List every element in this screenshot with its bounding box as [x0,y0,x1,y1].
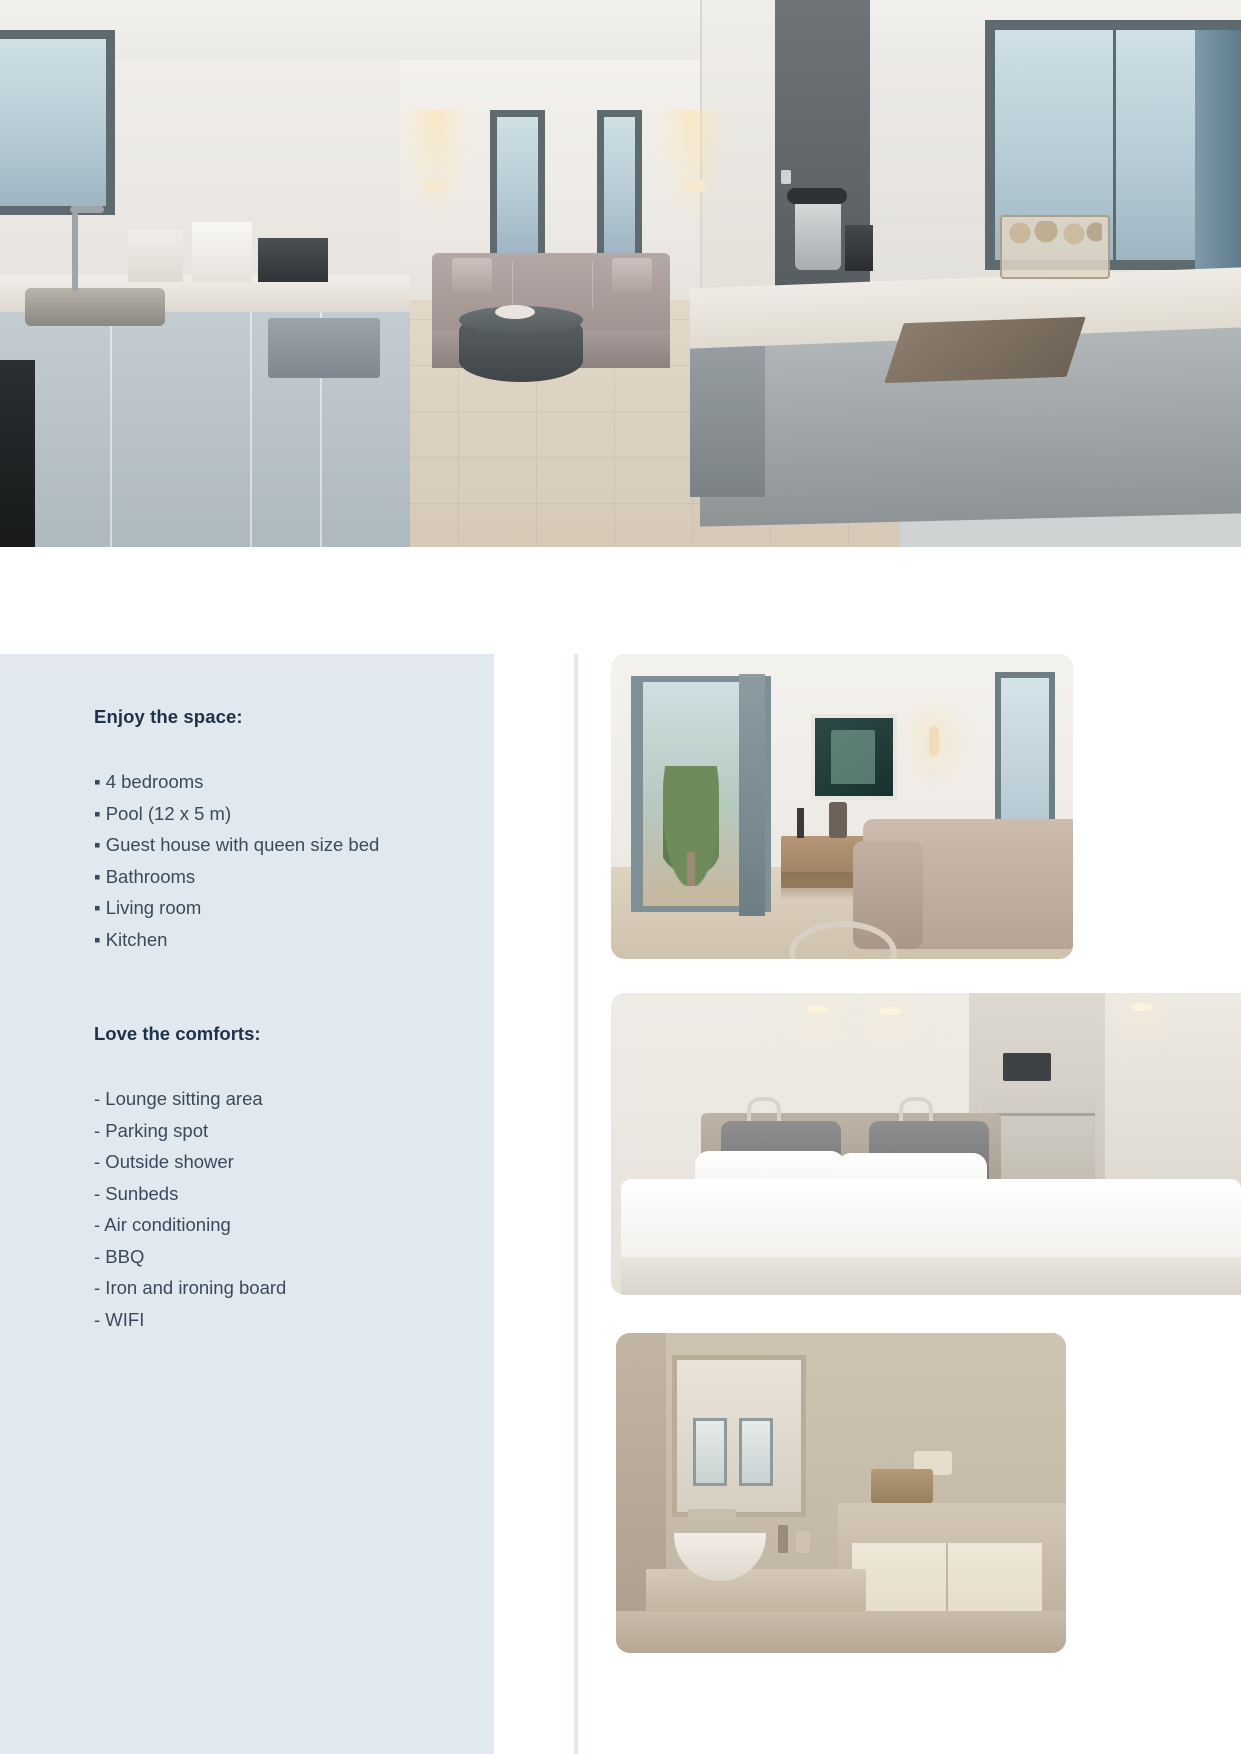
list-item: ▪ Pool (12 x 5 m) [94,802,232,824]
bathroom-soap-dish [796,1531,810,1553]
hero-pillow-right [612,258,652,292]
hero-window-left [0,30,115,215]
lounge-vase [829,802,847,838]
list-item: - BBQ [94,1245,145,1267]
bathroom-mirror-reflection-window-1 [693,1418,727,1486]
vertical-divider [574,654,578,1754]
hero-sink [25,288,165,326]
hero-window-mid-1 [490,110,545,260]
hero-window-mid-2 [597,110,642,260]
hero-island-front [690,332,765,497]
bedroom-ceiling-spot-1 [807,1005,829,1013]
comforts-heading: Love the comforts: [94,1023,261,1044]
hero-cabinet-seam-2 [250,312,252,547]
hero-curtain [1195,30,1241,270]
bedroom-photo [611,993,1241,1295]
lounge-window [995,672,1055,842]
bathroom-floor [616,1611,1066,1653]
lounge-olive-tree [663,766,719,886]
list-item: - WIFI [94,1308,145,1330]
hero-wall-lamp-left [424,180,444,192]
list-item: - Lounge sitting area [94,1088,263,1109]
hero-pillow-left [452,258,492,292]
bedroom-ceiling-spot-2 [879,1007,901,1015]
space-heading: Enjoy the space: [94,706,243,727]
list-item: ▪ Guest house with queen size bed [94,834,380,855]
hero-wall-glow-left [400,110,474,230]
hero-grinder [845,225,873,271]
lounge-wall-sconce [929,726,939,756]
hero-kettle [795,200,841,270]
hero-cabinet-seam-1 [110,312,112,547]
lounge-with-open-door-photo [611,654,1073,959]
hero-wall-lamp-right [685,180,705,192]
lounge-candle [797,808,804,838]
bathroom-mirror [672,1355,806,1517]
hero-sofa-seam-2 [592,261,593,309]
list-item: ▪ Bathrooms [94,865,196,887]
hero-sofa-seam-1 [512,261,513,309]
lounge-wall-art [811,714,897,800]
list-item: - Sunbeds [94,1182,179,1204]
bathroom-photo [616,1333,1066,1653]
hero-kitchen-living-photo [0,0,1241,547]
list-item: - Air conditioning [94,1214,231,1235]
hero-table-bowl [495,305,535,319]
list-item: - Outside shower [94,1151,234,1172]
hero-counter-boxes [128,230,183,282]
hero-fruit-basket [1000,215,1110,279]
hero-window-mullion [1113,30,1116,260]
bedroom-bed-front [621,1257,1241,1295]
amenities-text-block [94,706,474,1335]
bathroom-bottle [778,1525,788,1553]
bathroom-mirror-reflection-window-2 [739,1418,773,1486]
bedroom-microwave [1003,1053,1051,1081]
bathroom-woven-basket [871,1469,933,1503]
list-item: - Iron and ironing board [94,1277,287,1298]
hero-oven [0,360,35,547]
hero-coffee-machine [192,222,252,282]
hero-scene [0,0,1241,547]
bathroom-faucet [688,1509,736,1521]
list-item: - Parking spot [94,1119,209,1141]
list-item: ▪ 4 bedrooms [94,771,204,792]
bedroom-right-wall [1105,993,1241,1193]
hero-serving-tray [884,317,1086,383]
hero-dishwasher [268,318,380,378]
hero-wall-glow-right [655,110,729,230]
bedroom-ceiling-spot-3 [1131,1003,1153,1011]
bathroom-counter-left [646,1569,866,1613]
lounge-door-leaf [739,674,765,916]
list-item: ▪ Kitchen [94,928,168,950]
hero-small-appliance [258,238,328,282]
hero-faucet [72,212,78,292]
list-item: ▪ Living room [94,897,202,918]
